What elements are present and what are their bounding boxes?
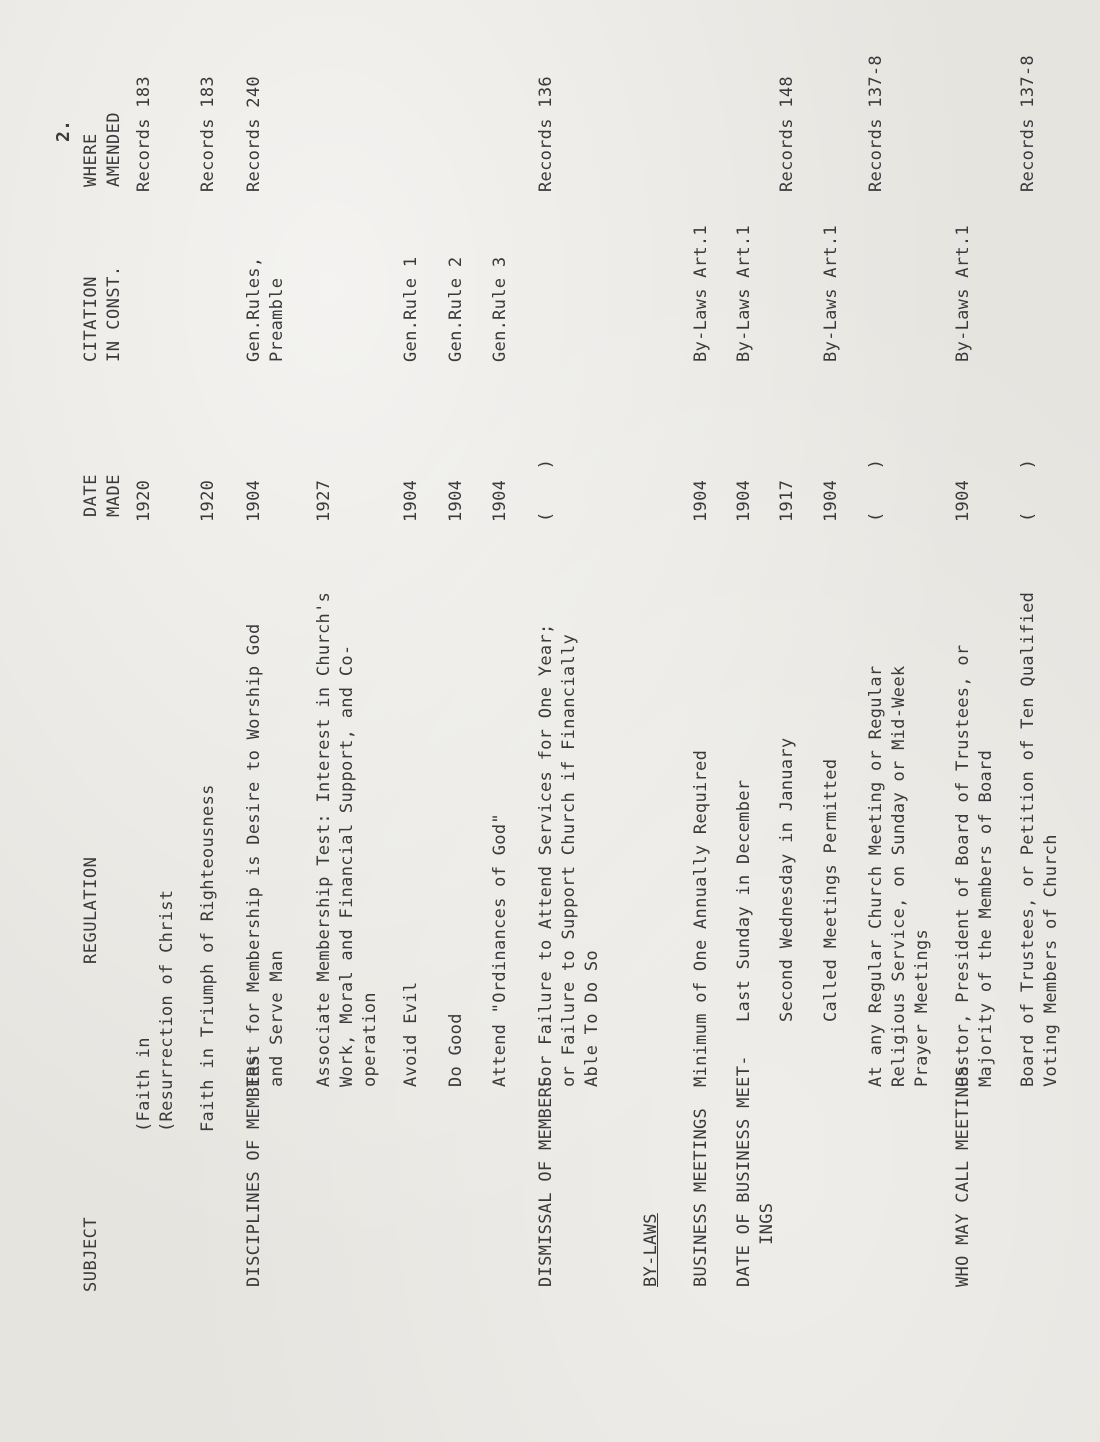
row-4-citation: Gen.Rule 1 xyxy=(401,256,421,362)
row-6-date: 1904 xyxy=(490,479,510,522)
row-12-regulation: Called Meetings Permitted xyxy=(821,758,841,1022)
row-7-subject: DISMISSAL OF MEMBERS xyxy=(536,1076,556,1287)
row-0-amended: Records 183 xyxy=(134,76,154,192)
row-7-date: ( ) xyxy=(536,458,556,522)
row-10-citation: By-Laws Art.1 xyxy=(734,225,754,362)
row-14-date: 1904 xyxy=(953,479,973,522)
row-2-citation: Gen.Rules, Preamble xyxy=(244,256,287,362)
row-1-date: 1920 xyxy=(198,479,218,522)
row-5-regulation: Do Good xyxy=(446,1013,466,1087)
row-4-regulation: Avoid Evil xyxy=(401,981,421,1087)
row-14-citation: By-Laws Art.1 xyxy=(953,225,973,362)
header-subject: SUBJECT xyxy=(81,1216,101,1292)
row-14-subject: WHO MAY CALL MEETINGS xyxy=(953,1065,973,1287)
row-0-regulation: (Faith in (Resurrection of Christ xyxy=(134,889,177,1132)
row-3-date: 1927 xyxy=(314,479,334,522)
header-regulation: REGULATION xyxy=(81,856,101,964)
row-11-regulation: Second Wednesday in January xyxy=(777,737,797,1022)
row-11-amended: Records 148 xyxy=(777,76,797,192)
header-date-made: DATE MADE xyxy=(81,474,124,517)
row-5-citation: Gen.Rule 2 xyxy=(446,256,466,362)
row-9-citation: By-Laws Art.1 xyxy=(691,225,711,362)
row-11-date: 1917 xyxy=(777,479,797,522)
row-15-amended: Records 137-8 xyxy=(1018,55,1038,192)
row-9-regulation: Minimum of One Annually Required xyxy=(691,749,711,1087)
row-2-amended: Records 240 xyxy=(244,76,264,192)
header-citation: CITATION IN CONST. xyxy=(81,265,124,362)
row-9-subject: BUSINESS MEETINGS xyxy=(691,1107,711,1287)
row-9-date: 1904 xyxy=(691,479,711,522)
row-7-amended: Records 136 xyxy=(536,76,556,192)
row-10-subject: DATE OF BUSINESS MEET- INGS xyxy=(734,1055,777,1287)
row-7-regulation: For Failure to Attend Services for One Year; or Failure to Support Church if Financially Able To Do So xyxy=(536,623,602,1087)
row-14-regulation: Pastor, President of Board of Trustees, or Majority of the Members of Board xyxy=(953,644,996,1087)
row-8-subject: BY-LAWS xyxy=(641,1213,661,1287)
row-4-date: 1904 xyxy=(401,479,421,522)
row-2-regulation: Test for Membership is Desire to Worship God and Serve Man xyxy=(244,623,287,1087)
row-3-regulation: Associate Membership Test: Interest in Church's Work, Moral and Financial Support, and Co- operation xyxy=(314,591,380,1087)
page-number: 2. xyxy=(53,119,74,142)
row-6-citation: Gen.Rule 3 xyxy=(490,256,510,362)
row-13-regulation: At any Regular Church Meeting or Regular Religious Service, on Sunday or Mid-Week Prayer Meetings xyxy=(866,665,932,1087)
row-6-regulation: Attend "Ordinances of God" xyxy=(490,813,510,1087)
row-15-regulation: Board of Trustees, or Petition of Ten Qualified Voting Members of Church xyxy=(1018,591,1061,1087)
row-12-date: 1904 xyxy=(821,479,841,522)
row-2-subject: DISCIPLINES OF MEMBERS xyxy=(244,1055,264,1287)
row-1-amended: Records 183 xyxy=(198,76,218,192)
row-13-date: ( ) xyxy=(866,458,886,522)
row-13-amended: Records 137-8 xyxy=(866,55,886,192)
row-12-citation: By-Laws Art.1 xyxy=(821,225,841,362)
row-0-date: 1920 xyxy=(134,479,154,522)
row-2-date: 1904 xyxy=(244,479,264,522)
row-10-date: 1904 xyxy=(734,479,754,522)
row-15-date: ( ) xyxy=(1018,458,1038,522)
row-1-regulation: Faith in Triumph of Righteousness xyxy=(198,784,218,1132)
row-10-regulation: Last Sunday in December xyxy=(734,779,754,1022)
row-5-date: 1904 xyxy=(446,479,466,522)
header-where-amended: WHERE AMENDED xyxy=(81,111,124,187)
